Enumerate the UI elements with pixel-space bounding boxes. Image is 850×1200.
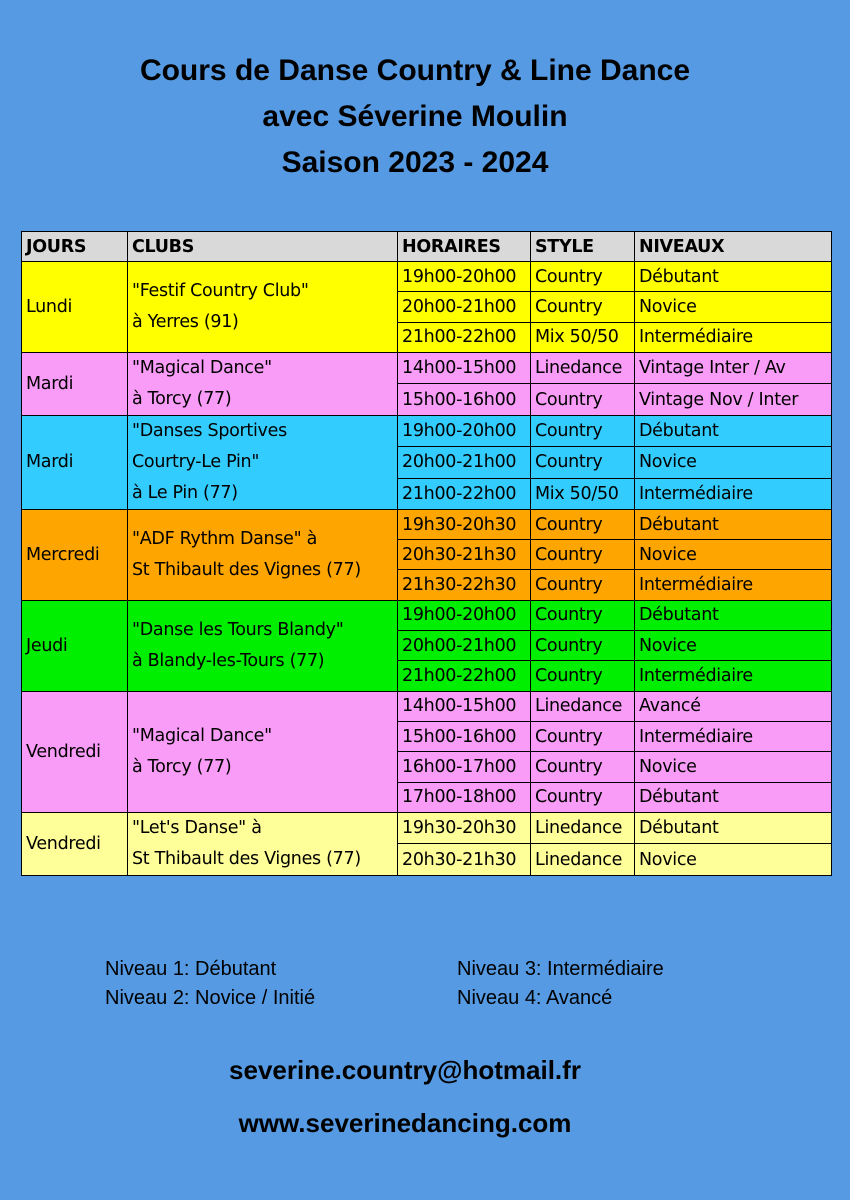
style-cell: Mix 50/50 xyxy=(531,322,635,352)
header-horaires: HORAIRES xyxy=(398,232,531,262)
time-cell: 21h30-22h30 xyxy=(398,570,531,600)
time-cell: 21h00-22h00 xyxy=(398,478,531,509)
time-cell: 17h00-18h00 xyxy=(398,782,531,812)
level-cell: Débutant xyxy=(635,415,832,446)
level-cell: Avancé xyxy=(635,691,832,721)
level-cell: Novice xyxy=(635,752,832,782)
club-cell xyxy=(128,600,398,691)
level-cell: Intermédiaire xyxy=(635,478,832,509)
level-cell: Intermédiaire xyxy=(635,721,832,751)
table-row xyxy=(22,691,832,721)
header-jours: JOURS xyxy=(22,232,128,262)
time-cell: 20h30-21h30 xyxy=(398,540,531,570)
legend-right xyxy=(457,955,664,1013)
legend-level-4: Niveau 4: Avancé xyxy=(457,987,613,1009)
level-cell: Vintage Inter / Av xyxy=(635,352,832,384)
contact-website[interactable]: www.severinedancing.com xyxy=(238,1108,572,1138)
time-cell: 19h30-20h30 xyxy=(398,509,531,539)
legend-level-2: Niveau 2: Novice / Initié xyxy=(105,987,316,1009)
title-line-1: Cours de Danse Country & Line Dance xyxy=(139,54,691,87)
style-cell: Linedance xyxy=(531,812,635,844)
club-line: à Torcy (77) xyxy=(132,756,232,777)
club-line: "Festif Country Club" xyxy=(132,280,309,301)
club-line: à Yerres (91) xyxy=(132,311,239,332)
level-cell: Intermédiaire xyxy=(635,322,832,352)
club-line: "Danses Sportives xyxy=(132,420,287,441)
page-title xyxy=(0,48,830,186)
club-cell xyxy=(128,352,398,415)
time-cell: 19h30-20h30 xyxy=(398,812,531,844)
level-cell: Novice xyxy=(635,447,832,478)
level-cell: Intermédiaire xyxy=(635,661,832,691)
style-cell: Country xyxy=(531,540,635,570)
time-cell: 15h00-16h00 xyxy=(398,721,531,751)
day-cell: Mardi xyxy=(22,352,128,415)
level-cell: Débutant xyxy=(635,812,832,844)
style-cell: Country xyxy=(531,384,635,416)
style-cell: Country xyxy=(531,447,635,478)
header-clubs: CLUBS xyxy=(128,232,398,262)
legend-level-3: Niveau 3: Intermédiaire xyxy=(457,958,664,980)
level-cell: Débutant xyxy=(635,262,832,292)
table-row xyxy=(22,352,832,384)
style-cell: Country xyxy=(531,661,635,691)
day-cell: Vendredi xyxy=(22,812,128,875)
level-cell: Intermédiaire xyxy=(635,570,832,600)
club-line: St Thibault des Vignes (77) xyxy=(132,848,361,869)
legend-level-1: Niveau 1: Débutant xyxy=(105,958,277,980)
day-cell: Jeudi xyxy=(22,600,128,691)
level-cell: Novice xyxy=(635,292,832,322)
time-cell: 20h00-21h00 xyxy=(398,631,531,661)
style-cell: Mix 50/50 xyxy=(531,478,635,509)
club-cell xyxy=(128,415,398,509)
style-cell: Linedance xyxy=(531,844,635,876)
time-cell: 19h00-20h00 xyxy=(398,262,531,292)
title-line-2: avec Séverine Moulin xyxy=(262,100,568,133)
club-line: à Blandy-les-Tours (77) xyxy=(132,650,325,671)
style-cell: Linedance xyxy=(531,352,635,384)
day-cell: Mercredi xyxy=(22,509,128,600)
time-cell: 19h00-20h00 xyxy=(398,415,531,446)
club-line: St Thibault des Vignes (77) xyxy=(132,559,361,580)
club-cell xyxy=(128,509,398,600)
title-line-3: Saison 2023 - 2024 xyxy=(281,146,549,179)
club-cell xyxy=(128,812,398,875)
level-cell: Novice xyxy=(635,844,832,876)
style-cell: Country xyxy=(531,600,635,630)
schedule-table xyxy=(21,231,832,876)
level-cell: Novice xyxy=(635,540,832,570)
contact-email[interactable]: severine.country@hotmail.fr xyxy=(229,1055,581,1085)
club-line: "Magical Dance" xyxy=(132,725,272,746)
club-cell xyxy=(128,691,398,812)
club-line: "ADF Rythm Danse" à xyxy=(132,528,318,549)
style-cell: Country xyxy=(531,782,635,812)
header-style: STYLE xyxy=(531,232,635,262)
day-cell: Lundi xyxy=(22,262,128,353)
table-row xyxy=(22,600,832,630)
time-cell: 14h00-15h00 xyxy=(398,691,531,721)
style-cell: Country xyxy=(531,721,635,751)
club-line: à Torcy (77) xyxy=(132,388,232,409)
level-cell: Débutant xyxy=(635,600,832,630)
style-cell: Country xyxy=(531,262,635,292)
time-cell: 21h00-22h00 xyxy=(398,322,531,352)
style-cell: Country xyxy=(531,631,635,661)
time-cell: 19h00-20h00 xyxy=(398,600,531,630)
club-cell xyxy=(128,262,398,353)
level-cell: Novice xyxy=(635,631,832,661)
style-cell: Country xyxy=(531,509,635,539)
club-line: "Danse les Tours Blandy" xyxy=(132,619,344,640)
level-cell: Vintage Nov / Inter xyxy=(635,384,832,416)
level-cell: Débutant xyxy=(635,782,832,812)
style-cell: Country xyxy=(531,752,635,782)
table-row xyxy=(22,415,832,446)
style-cell: Country xyxy=(531,292,635,322)
table-row xyxy=(22,812,832,844)
legend-left xyxy=(105,955,315,1013)
level-cell: Débutant xyxy=(635,509,832,539)
time-cell: 20h00-21h00 xyxy=(398,447,531,478)
club-line: à Le Pin (77) xyxy=(132,482,238,503)
time-cell: 20h00-21h00 xyxy=(398,292,531,322)
time-cell: 14h00-15h00 xyxy=(398,352,531,384)
time-cell: 20h30-21h30 xyxy=(398,844,531,876)
style-cell: Linedance xyxy=(531,691,635,721)
style-cell: Country xyxy=(531,570,635,600)
club-line: Courtry-Le Pin" xyxy=(132,451,260,472)
table-row xyxy=(22,509,832,539)
day-cell: Mardi xyxy=(22,415,128,509)
schedule-body xyxy=(22,262,832,876)
time-cell: 21h00-22h00 xyxy=(398,661,531,691)
day-cell: Vendredi xyxy=(22,691,128,812)
time-cell: 16h00-17h00 xyxy=(398,752,531,782)
time-cell: 15h00-16h00 xyxy=(398,384,531,416)
style-cell: Country xyxy=(531,415,635,446)
club-line: "Let's Danse" à xyxy=(132,817,262,838)
table-header-row xyxy=(22,232,832,262)
table-row xyxy=(22,262,832,292)
club-line: "Magical Dance" xyxy=(132,357,272,378)
header-niveaux: NIVEAUX xyxy=(635,232,832,262)
